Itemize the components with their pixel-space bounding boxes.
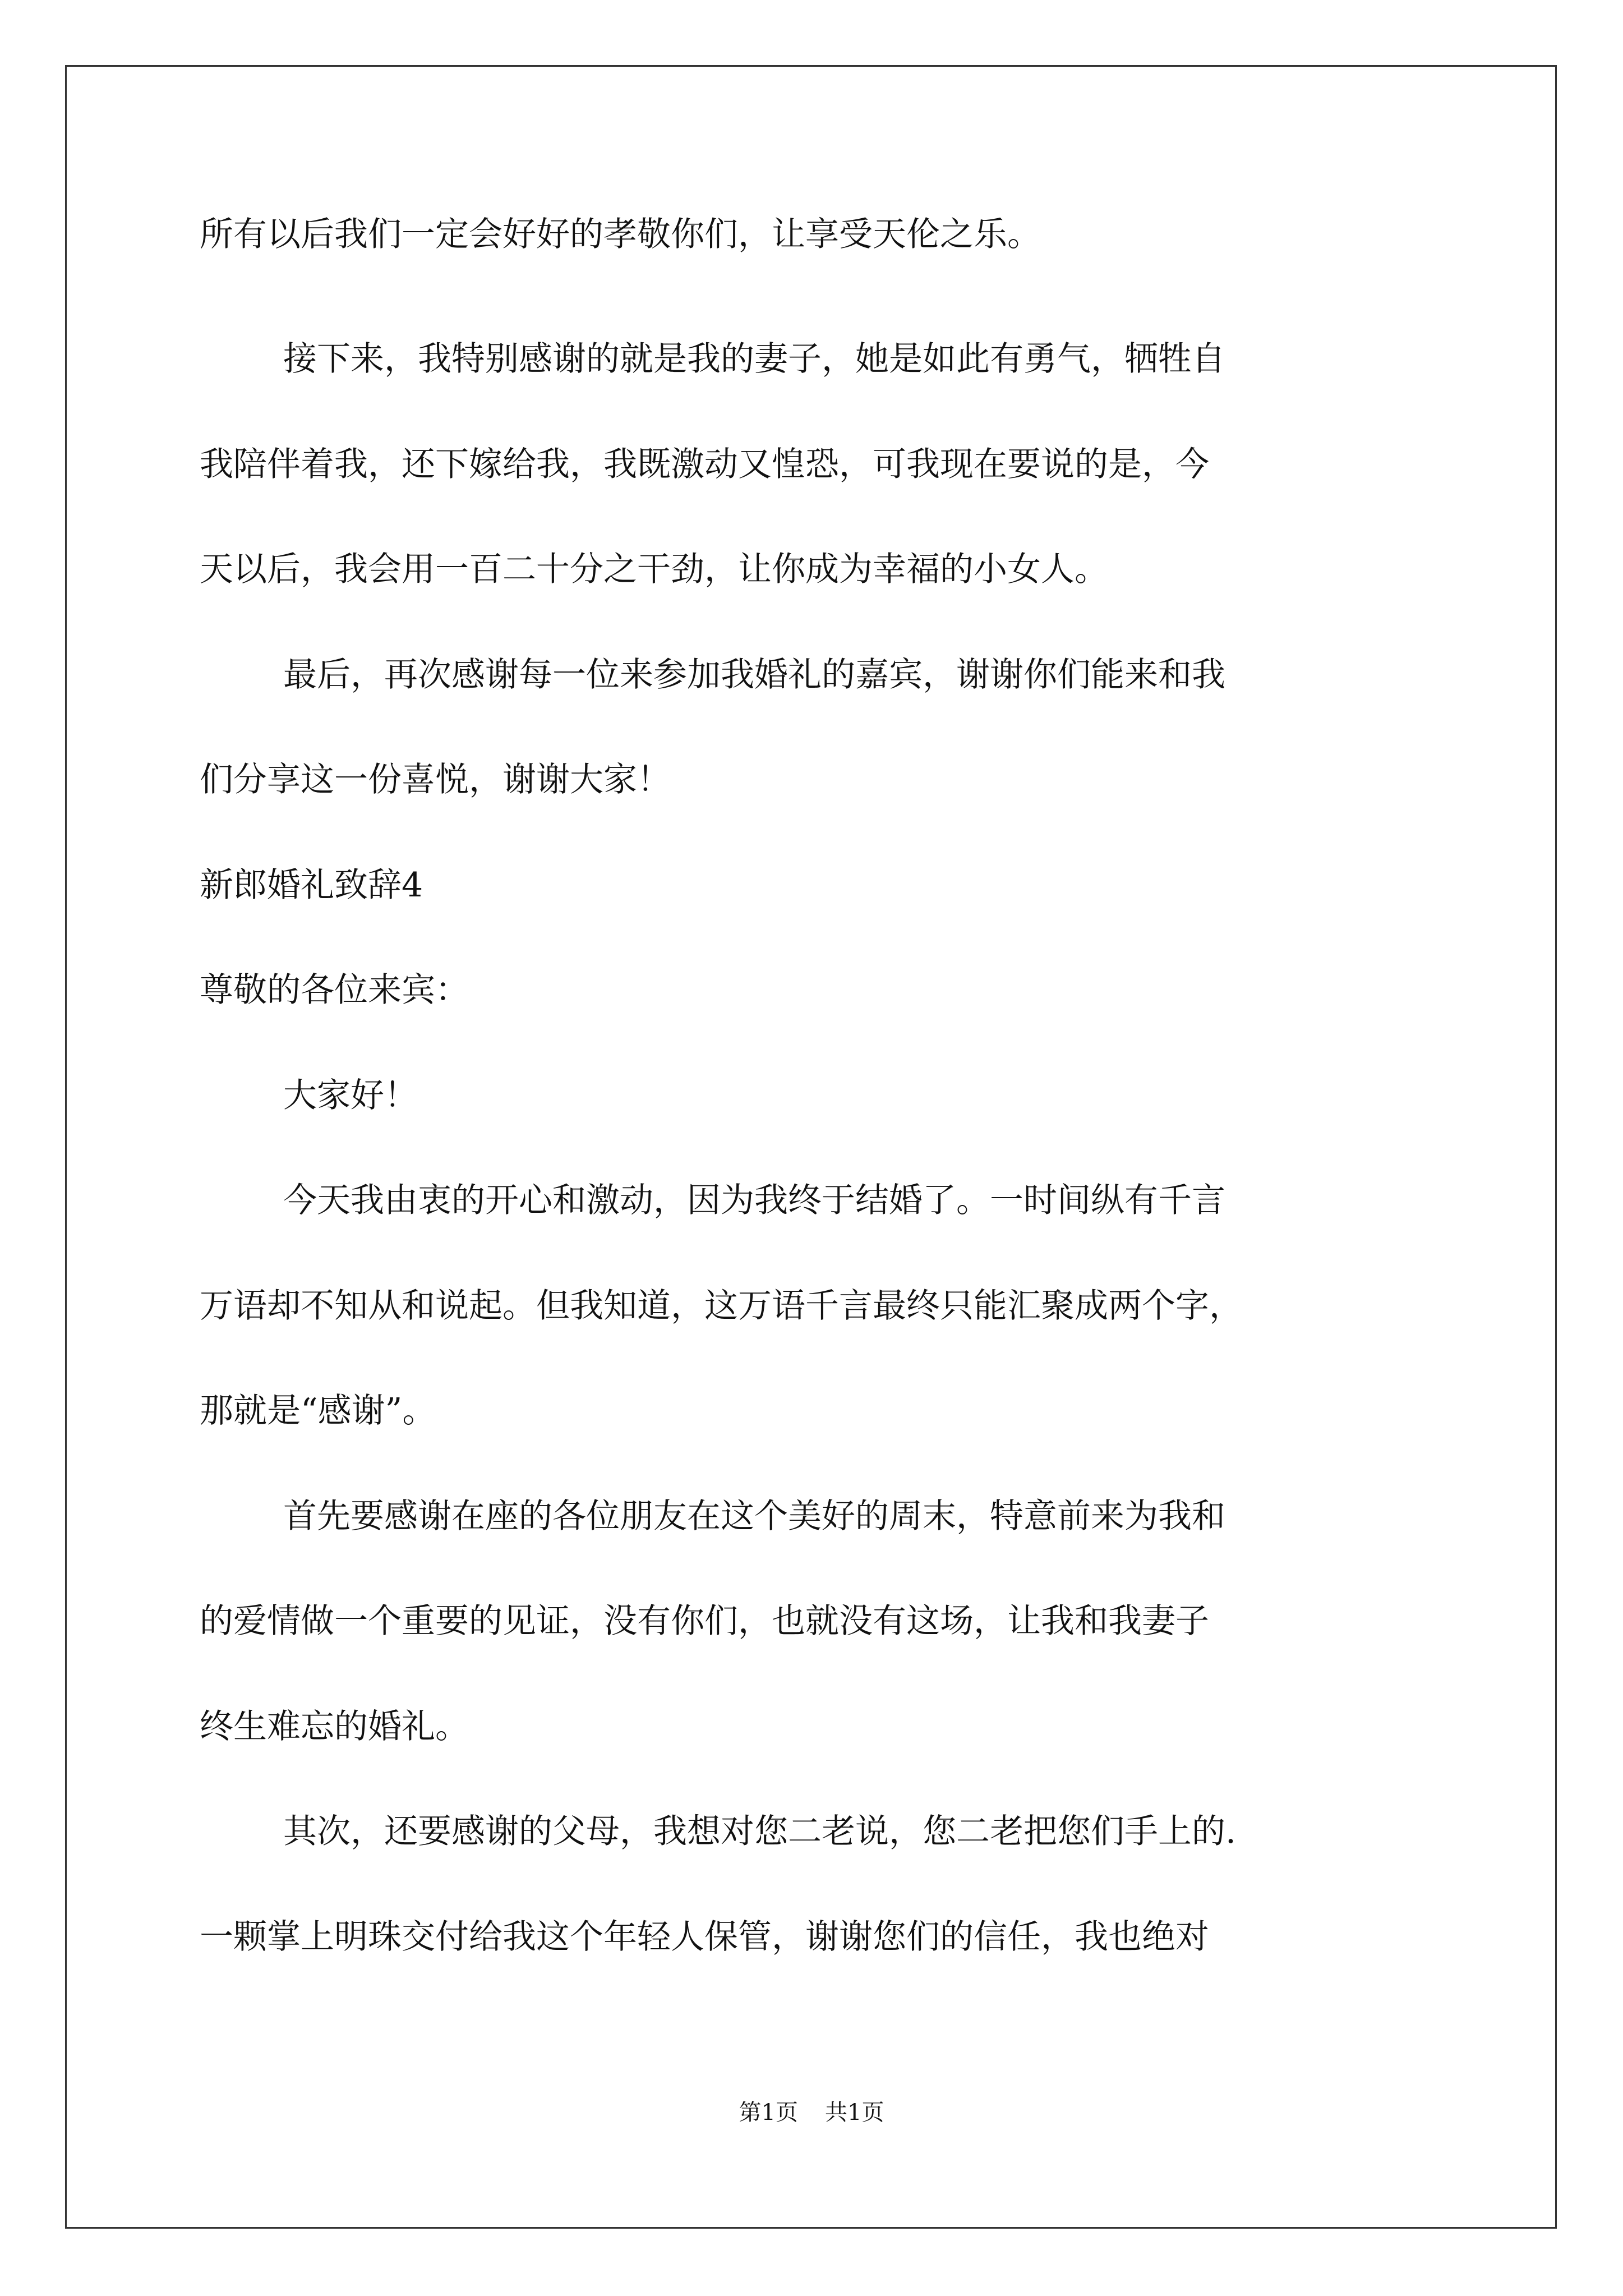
greeting: 大家好！: [283, 1076, 418, 1115]
section-heading: 新郎婚礼致辞4: [200, 866, 423, 905]
paragraph-line: 所有以后我们一定会好好的孝敬你们，让享受天伦之乐。: [200, 215, 1041, 254]
paragraph-line: 们分享这一份喜悦，谢谢大家！: [200, 760, 671, 799]
paragraph-line: 那就是“感谢”。: [200, 1391, 436, 1430]
paragraph-line: 其次，还要感谢的父母，我想对您二老说，您二老把您们手上的.: [283, 1812, 1237, 1851]
paragraph-line: 我陪伴着我，还下嫁给我，我既激动又惶恐，可我现在要说的是，今: [200, 445, 1209, 484]
paragraph-line: 今天我由衷的开心和激动，因为我终于结婚了。一时间纵有千言: [283, 1181, 1225, 1220]
paragraph-line: 天以后，我会用一百二十分之干劲，让你成为幸福的小女人。: [200, 550, 1108, 589]
page-footer: [0, 2097, 1623, 2128]
paragraph-line: 一颗掌上明珠交付给我这个年轻人保管，谢谢您们的信任，我也绝对: [200, 1917, 1209, 1957]
paragraph-line: 首先要感谢在座的各位朋友在这个美好的周末，特意前来为我和: [283, 1497, 1225, 1536]
paragraph-line: 接下来，我特别感谢的就是我的妻子，她是如此有勇气，牺牲自: [283, 339, 1225, 379]
page-border: [65, 65, 1557, 2229]
page-total: 共1页: [825, 2100, 884, 2125]
page-number: 第1页: [739, 2100, 798, 2125]
paragraph-line: 万语却不知从和说起。但我知道，这万语千言最终只能汇聚成两个字，: [200, 1286, 1243, 1326]
paragraph-line: 的爱情做一个重要的见证，没有你们，也就没有这场，让我和我妻子: [200, 1602, 1209, 1641]
paragraph-line: 最后，再次感谢每一位来参加我婚礼的嘉宾，谢谢你们能来和我: [283, 655, 1225, 694]
paragraph-line: 终生难忘的婚礼。: [200, 1707, 469, 1746]
salutation: 尊敬的各位来宾：: [200, 970, 469, 1010]
